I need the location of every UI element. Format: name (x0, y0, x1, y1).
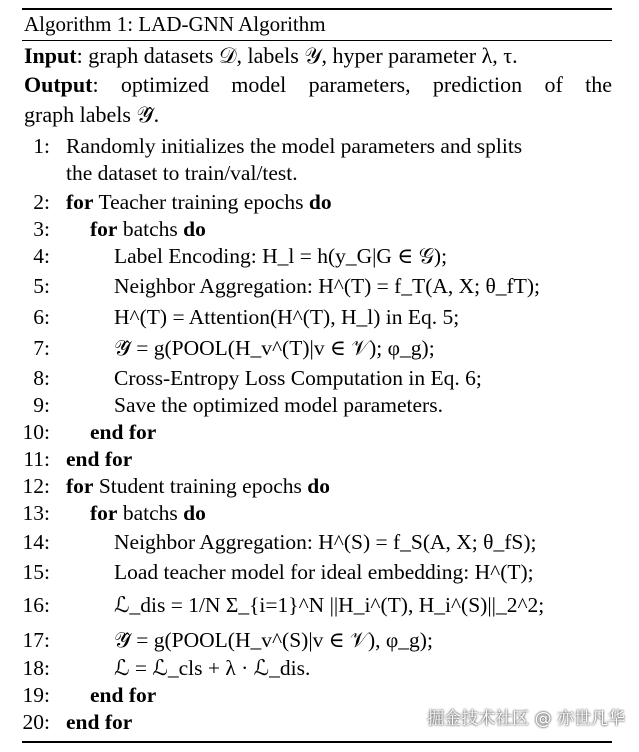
step-number: 12: (22, 474, 50, 498)
step-text: ℒ = ℒ_cls + λ · ℒ_dis. (114, 656, 311, 680)
step-number: 17: (22, 628, 50, 652)
step-number: 6: (33, 305, 50, 329)
keyword: for (66, 190, 94, 214)
input-text: : graph datasets 𝒟, labels 𝒴, hyper parameter λ, τ. (76, 43, 518, 68)
keyword: for (66, 474, 94, 498)
step-number: 18: (22, 656, 50, 680)
step-number: 8: (33, 366, 50, 390)
keyword: end for (66, 447, 133, 471)
output-text-1: : optimized model parameters, prediction of the (92, 72, 612, 97)
step-body (90, 681, 156, 709)
step-number: 13: (22, 501, 50, 525)
keyword: for (90, 501, 118, 525)
keyword: end for (66, 710, 133, 734)
step-number: 19: (22, 683, 50, 707)
step-text: the dataset to train/val/test. (66, 161, 298, 185)
step-body (114, 391, 443, 419)
step-text: Neighbor Aggregation: H^(T) = f_T(A, X; θ_fT); (114, 274, 540, 298)
step-body (114, 364, 482, 392)
keyword: do (183, 217, 206, 241)
keyword: do (308, 190, 332, 214)
step-body (90, 418, 156, 446)
keyword: do (183, 501, 206, 525)
output-line-2: graph labels 𝒴̂. (24, 102, 160, 127)
step-text: Label Encoding: H_l = h(y_G|G ∈ 𝒢); (114, 244, 448, 268)
step-text: batchs (117, 501, 184, 525)
step-body (66, 188, 332, 216)
step-body (114, 242, 447, 270)
keyword: end for (90, 683, 157, 707)
step-text: Cross-Entropy Loss Computation in Eq. 6; (114, 366, 482, 390)
step-body (66, 159, 298, 187)
step-text: ℒ_dis = 1/N Σ_{i=1}^N ||H_i^(T), H_i^(S)||_2^2; (114, 593, 545, 617)
step-number: 15: (22, 560, 50, 584)
output-label: Output (24, 72, 93, 97)
step-number: 10: (22, 420, 50, 444)
step-body (114, 654, 310, 682)
keyword: end for (90, 420, 157, 444)
step-body (66, 445, 132, 473)
step-number: 20: (22, 710, 50, 734)
watermark: 掘金技术社区 @ 亦世凡华 (427, 709, 625, 729)
step-text: Teacher training epochs (93, 190, 309, 214)
step-body (114, 334, 435, 362)
step-number: 3: (33, 217, 50, 241)
keyword: for (90, 217, 118, 241)
step-body (66, 708, 132, 736)
step-body (66, 472, 330, 500)
step-number: 7: (33, 336, 50, 360)
bottom-rule (22, 741, 612, 743)
step-number: 1: (33, 134, 50, 158)
step-number: 14: (22, 530, 50, 554)
step-number: 9: (33, 393, 50, 417)
input-label: Input (24, 43, 77, 68)
step-number: 2: (33, 190, 50, 214)
step-text: 𝒴̂ = g(POOL(H_v^(S)|v ∈ 𝒱), φ_g); (114, 628, 433, 652)
step-number: 4: (33, 244, 50, 268)
step-body (114, 591, 544, 619)
step-body (114, 558, 534, 586)
step-body (66, 132, 522, 160)
step-body (90, 499, 206, 527)
step-body (114, 272, 540, 300)
step-body (114, 303, 459, 331)
step-body (114, 626, 433, 654)
step-body (114, 528, 536, 556)
input-line (24, 41, 612, 71)
output-line (24, 70, 612, 100)
step-text: Save the optimized model parameters. (114, 393, 443, 417)
step-body (90, 215, 206, 243)
step-number: 5: (33, 274, 50, 298)
step-text: Load teacher model for ideal embedding: H^(T); (114, 560, 534, 584)
step-text: 𝒴̂ = g(POOL(H_v^(T)|v ∈ 𝒱); φ_g); (114, 336, 435, 360)
step-text: Student training epochs (93, 474, 308, 498)
step-text: batchs (117, 217, 184, 241)
step-text: H^(T) = Attention(H^(T), H_l) in Eq. 5; (114, 305, 460, 329)
step-number: 11: (23, 447, 50, 471)
step-text: Randomly initializes the model parameters and splits (66, 134, 523, 158)
step-number: 16: (22, 593, 50, 617)
keyword: do (307, 474, 330, 498)
algorithm-title: Algorithm 1: LAD-GNN Algorithm (24, 12, 326, 36)
step-text: Neighbor Aggregation: H^(S) = f_S(A, X; θ_fS); (114, 530, 537, 554)
